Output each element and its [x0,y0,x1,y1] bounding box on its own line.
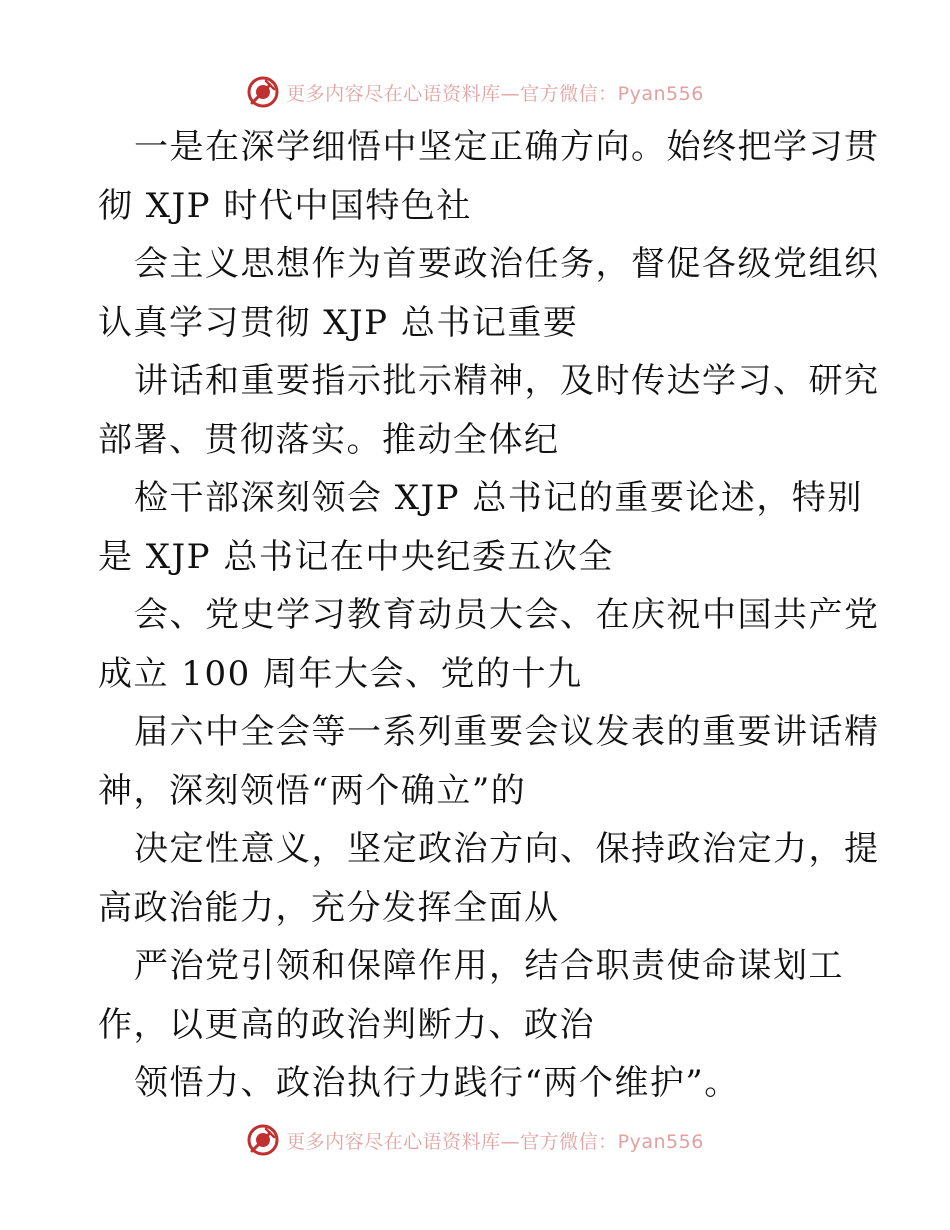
text-line: 彻 XJP 时代中国特色社 [98,185,472,226]
paragraph [98,469,863,586]
text-line: 部署、贯彻落实。推动全体纪 [98,419,560,460]
document-body [98,118,880,1113]
paragraph [98,235,880,352]
text-line: 严治党引领和保障作用，结合职责使命谋划工 [134,946,844,986]
paragraph [98,352,880,469]
text-line: 决定性意义，坚定政治方向、保持政治定力，提 [134,829,880,869]
watermark-text: 更多内容尽在心语资料库—官方微信：Pyan556 [286,1130,704,1153]
text-line: 讲话和重要指示批示精神，及时传达学习、研究 [134,361,880,401]
paragraph [98,118,880,235]
paragraph [98,703,880,820]
text-line: 检干部深刻领会 XJP 总书记的重要论述，特别 [134,478,863,518]
watermark-logo-icon [246,75,280,109]
text-line: 会、党史学习教育动员大会、在庆祝中国共产党 [134,595,880,635]
text-line: 成立 100 周年大会、党的十九 [98,653,583,694]
text-line: 会主义思想作为首要政治任务，督促各级党组织 [134,244,880,284]
footer-watermark [0,1120,950,1160]
paragraph [98,937,858,1054]
text-line: 届六中全会等一系列重要会议发表的重要讲话精 [134,712,880,752]
text-line: 高政治能力，充分发挥全面从 [98,887,560,928]
paragraph [98,1054,858,1113]
text-line: 认真学习贯彻 XJP 总书记重要 [98,302,579,343]
text-line: 领悟力、政治执行力践行“两个维护”。 [134,1063,740,1103]
watermark-logo-icon [246,1123,280,1157]
text-line: 神，深刻领悟“两个确立”的 [98,770,527,811]
text-line: 是 XJP 总书记在中央纪委五次全 [98,536,614,577]
text-line: 作，以更高的政治判断力、政治 [98,1004,595,1045]
paragraph [98,586,880,703]
watermark-text: 更多内容尽在心语资料库—官方微信：Pyan556 [286,82,704,105]
text-line: 一是在深学细悟中坚定正确方向。始终把学习贯 [134,127,880,167]
header-watermark [0,72,950,112]
paragraph [98,820,880,937]
